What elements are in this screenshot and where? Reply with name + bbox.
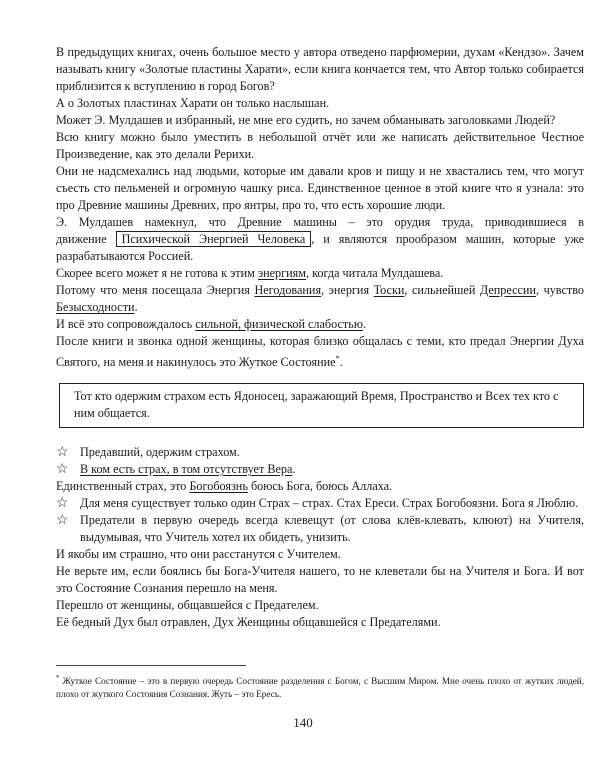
text: . [362, 317, 366, 331]
star-item-text: Для меня существует только один Страх – страх. Стах Ереси. Страх Богобоязни. Бога я Люблю. [80, 496, 579, 511]
paragraph: В предыдущих книгах, очень большое место у автора отведено парфюмерии, духам «Кендзо». Зачем называть книгу «Золотые пластины Харати», если книга кончается тем, что Автор только собирается приблизится к вступлению в город Богов? [56, 45, 584, 93]
text: Скорее всего может я не готова к этим [56, 266, 258, 280]
paragraph-energies [56, 282, 584, 316]
star-item-text: Предавший, одержим страхом. [80, 445, 240, 460]
text: После книги и звонка одной женщины, которая близко общалась с теми, кто предал Энергии Духа Святого, на меня и накинулось это Жуткое Состояние [56, 334, 584, 370]
page-number: 140 [293, 715, 313, 730]
paragraph: Всю книгу можно было уместить в небольшой отчёт или же написать действительное Честное Произведение, как это делали Рерихи. [56, 130, 584, 161]
text: , когда читала Мулдашева. [306, 266, 444, 280]
star-icon: ☆ [56, 445, 69, 461]
underlined-word: сильной, физической слабостью [195, 317, 363, 331]
underlined-word: Безысходности [56, 300, 135, 314]
star-icon: ☆ [56, 513, 69, 529]
paragraph: Может Э. Мулдашев и избранный, не мне его судить, но зачем обманывать заголовками Людей? [56, 113, 556, 127]
footnote-mark: * [335, 354, 340, 363]
boxed-phrase: Психической Энергией Человека [116, 231, 312, 247]
text: , энергия [321, 283, 374, 297]
paragraph-ready [56, 265, 584, 282]
paragraph-fear [56, 478, 584, 495]
underlined-word: энергиям [257, 266, 306, 280]
star-item [56, 512, 584, 546]
paragraph: А о Золотых пластинах Харати он только наслышан. [56, 96, 330, 110]
paragraph: Не верьте им, если боялись бы Бога-Учителя нашего, то не клеветали бы на Учителя и Бога. И вот это Состояние Сознания перешло на меня. [56, 564, 584, 596]
star-item [56, 444, 584, 461]
star-icon: ☆ [56, 496, 69, 512]
star-item-text [80, 461, 584, 478]
paragraph: Они не надсмехались над людьми, которые им давали кров и пищу и не хвастались тем, что могут съесть сто пельменей и огромную чашку риса. Единственное ценное в этой книге что я узнала: это про Древние машины Древних, про янтры, про то, что есть хорошие люди. [56, 164, 584, 212]
boxed-quote: Тот кто одержим страхом есть Ядоносец, заражающий Время, Пространство и Всех тех кто с ним общается. [59, 383, 584, 428]
text: Единственный страх, это [56, 479, 190, 494]
paragraph-weakness [56, 316, 584, 333]
text: И всё это сопровождалось [56, 317, 196, 331]
underlined-word: Депрессии [479, 283, 536, 297]
underlined-word: Негодования [254, 283, 322, 297]
text: . [134, 300, 138, 314]
footnote-mark: * [56, 674, 60, 682]
underlined-word: Тоски [373, 283, 405, 297]
page-body [56, 44, 584, 631]
footnote-divider [56, 665, 246, 666]
text: , чувство [535, 283, 584, 297]
footnote [56, 672, 584, 701]
text: , и являются прообразом машин, которые уже разрабатываются Россией. [56, 232, 584, 263]
star-item-text: Предатели в первую очередь всегда клевещут (от слова клёв-клевать, клюют) на Учителя, выдумывая, что Учитель хотел их обидеть, унизить. [80, 513, 584, 545]
underlined-word: Богобоязнь [189, 479, 248, 494]
footnote-text: Жуткое Состояние – это в первую очередь Состояние разделения с Богом, с Высшим Миром. Мне очень плохо от жутких людей, плохо от жуткого Состояния Сознания. Жуть – это Ересь. [56, 676, 584, 700]
paragraph-after-book: После книги и звонка одной женщины, которая близко общалась с теми, кто предал Энергии Духа Святого, на меня и накинулось это Жуткое Состояние*. [56, 334, 584, 370]
paragraph: Её бедный Дух был отравлен, Дух Женщины общавшейся с Предателями. [56, 615, 441, 630]
text: Потому что меня посещала Энергия [56, 283, 255, 297]
underlined-phrase: В ком есть страх, в том отсутствует Вера [80, 462, 293, 477]
paragraph-machines [56, 214, 584, 265]
text: . [292, 462, 296, 477]
star-item [56, 495, 584, 512]
star-icon: ☆ [56, 462, 69, 478]
star-item [56, 461, 584, 478]
text: Э. Мулдашев намекнул, что Древние машины – это орудия труда, приводившиеся в движение [56, 215, 584, 246]
text: , сильнейшей [404, 283, 480, 297]
text: боюсь Бога, боюсь Аллаха. [247, 479, 393, 494]
paragraph: Перешло от женщины, общавшейся с Предателем. [56, 598, 319, 613]
paragraph: И якобы им страшно, что они расстанутся с Учителем. [56, 547, 341, 562]
